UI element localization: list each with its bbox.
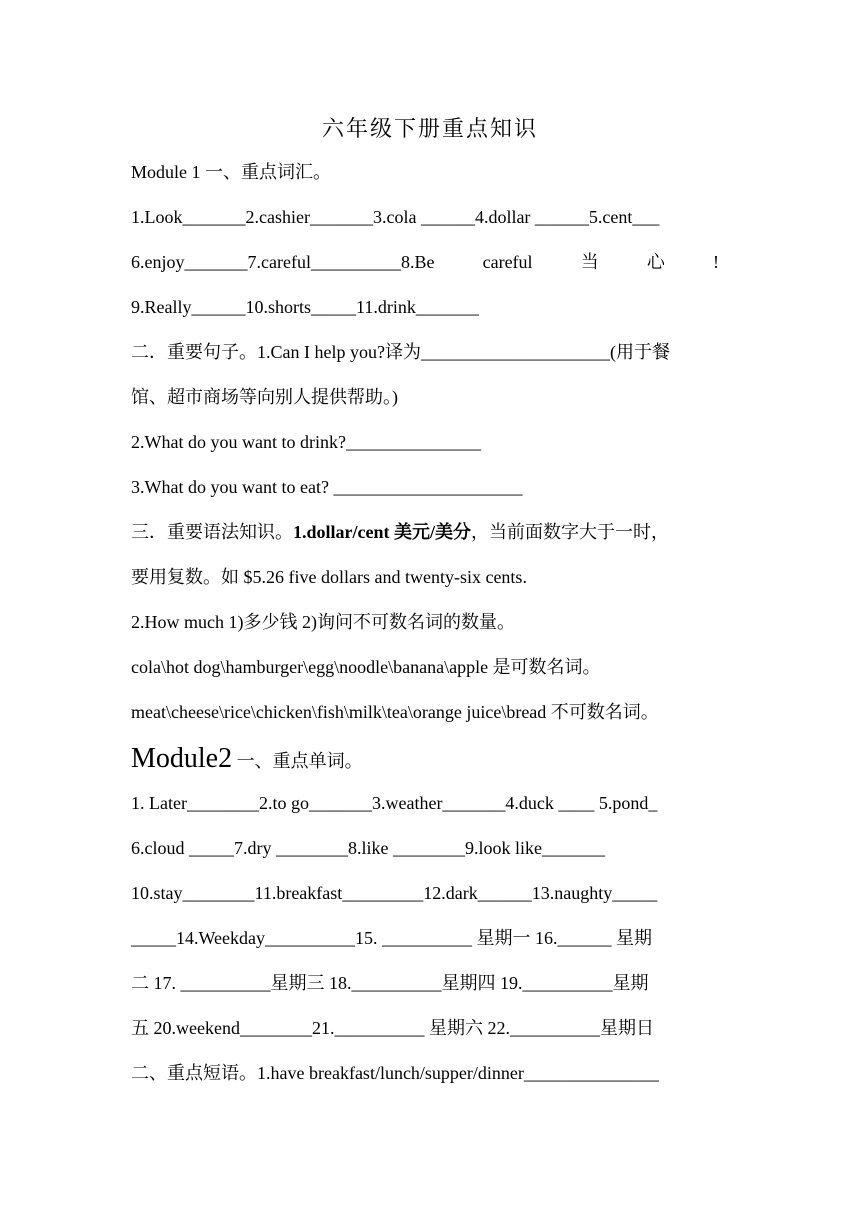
vocab-part: 当 bbox=[580, 252, 599, 272]
m1-grammar-line-4: cola\hot dog\hamburger\egg\noodle\banana\apple 是可数名词。 bbox=[131, 657, 601, 677]
m2-phrase-line: 二、重点短语。1.have breakfast/lunch/supper/dinner_______________ bbox=[131, 1063, 659, 1083]
module2-heading-small: 一、重点单词。 bbox=[232, 751, 363, 771]
m2-vocab-line-1: 1. Later________2.to go_______3.weather_______4.duck ____ 5.pond_ bbox=[131, 793, 658, 813]
page-title: 六年级下册重点知识 bbox=[321, 117, 538, 142]
m1-grammar-line-5: meat\cheese\rice\chicken\fish\milk\tea\orange juice\bread 不可数名词。 bbox=[131, 702, 659, 722]
vocab-part: 心 bbox=[646, 252, 665, 272]
m1-vocab-line-3: 9.Really______10.shorts_____11.drink_______ bbox=[131, 297, 479, 317]
module2-heading bbox=[131, 742, 731, 778]
m2-vocab-line-2: 6.cloud _____7.dry ________8.like ________9.look like_______ bbox=[131, 838, 605, 858]
m2-vocab-line-6: 五 20.weekend________21.__________ 星期六 22.__________星期日 bbox=[131, 1018, 654, 1038]
m1-sentence-line-2: 馆、超市商场等向别人提供帮助。) bbox=[131, 387, 398, 407]
m2-vocab-line-5: 二 17. __________星期三 18.__________星期四 19.__________星期 bbox=[131, 973, 649, 993]
m2-vocab-line-4: _____14.Weekday__________15. __________ 星期一 16.______ 星期 bbox=[131, 928, 653, 948]
vocab-part: 6.enjoy_______7.careful__________8.Be bbox=[131, 252, 435, 272]
m1-grammar-line-1 bbox=[131, 520, 731, 544]
m2-vocab-line-3: 10.stay________11.breakfast_________12.dark______13.naughty_____ bbox=[131, 883, 658, 903]
m1-sentence-line-1: 二．重要句子。1.Can I help you?译为_____________________(用于餐 bbox=[131, 342, 670, 362]
grammar-bold: 1.dollar/cent 美元/美分 bbox=[293, 522, 471, 542]
m1-sentence-line-3: 2.What do you want to drink?_______________ bbox=[131, 432, 481, 452]
m1-grammar-line-3: 2.How much 1)多少钱 2)询问不可数名词的数量。 bbox=[131, 612, 515, 632]
m1-vocab-line-2 bbox=[131, 250, 731, 274]
m1-sentence-line-4: 3.What do you want to eat? _____________________ bbox=[131, 477, 523, 497]
module1-heading: Module 1 一、重点词汇。 bbox=[131, 162, 331, 182]
grammar-prefix: 三．重要语法知识。 bbox=[131, 522, 293, 542]
vocab-part: careful bbox=[482, 252, 533, 272]
grammar-suffix: ，当前面数字大于一时， bbox=[471, 522, 669, 542]
m1-grammar-line-2: 要用复数。如 $5.26 five dollars and twenty-six cents. bbox=[131, 567, 527, 587]
module2-heading-big: Module2 bbox=[131, 743, 233, 774]
vocab-part: ! bbox=[712, 252, 719, 272]
m1-vocab-line-1: 1.Look_______2.cashier_______3.cola ______4.dollar ______5.cent___ bbox=[131, 207, 660, 227]
